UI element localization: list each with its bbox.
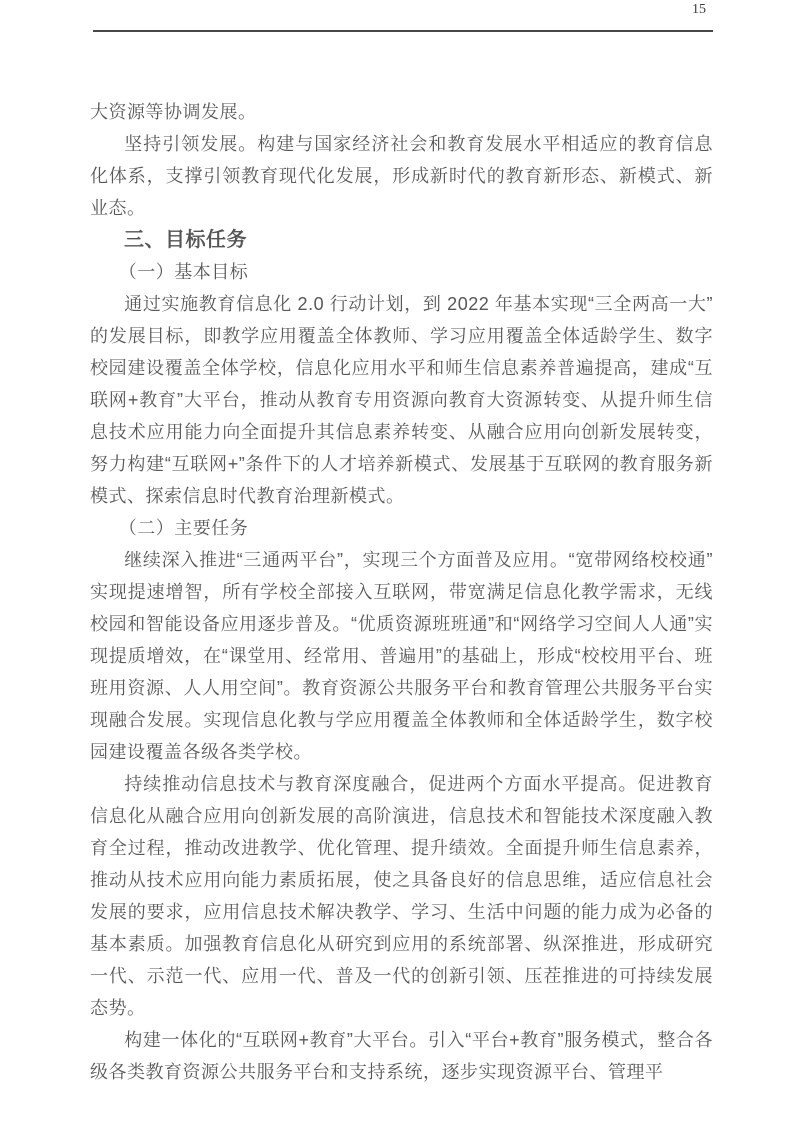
subsection-heading-main-tasks: （二）主要任务 [118, 518, 249, 538]
header-rule [93, 30, 713, 32]
paragraph-three-links-two-platforms: 继续深入推进“三通两平台”，实现三个方面普及应用。“宽带网络校校通”实现提速增智，所有学校全部接入互联网，带宽满足信息化教学需求，无线校园和智能设备应用逐步普及。“优质资源班班通”和“网络学习空间人人通”实现提质增效，在“课堂用、经常用、普遍用”的基础上，形成“校校用平台、班班用资源、人人用空间”。教育资源公共服务平台和教育管理公共服务平台实现融合发展。实现信息化教与学应用覆盖全体教师和全体适龄学生，数字校园建设覆盖各级各类学校。 [90, 550, 713, 762]
paragraph-continuation: 大资源等协调发展。 [90, 102, 257, 122]
subsection-heading-basic-goals: （一）基本目标 [118, 262, 249, 282]
section-heading-goals-tasks: 三、目标任务 [124, 229, 247, 251]
paragraph-deep-integration: 持续推动信息技术与教育深度融合，促进两个方面水平提高。促进教育信息化从融合应用向创新发展的高阶演进，信息技术和智能技术深度融入教育全过程，推动改进教学、优化管理、提升绩效。全面提升师生信息素养，推动从技术应用向能力素质拓展，使之具备良好的信息思维，适应信息社会发展的要求，应用信息技术解决教学、学习、生活中问题的能力成为必备的基本素质。加强教育信息化从研究到应用的系统部署、纵深推进，形成研究一代、示范一代、应用一代、普及一代的创新引领、压茬推进的可持续发展态势。 [90, 774, 713, 1018]
paragraph-basic-goals: 通过实施教育信息化 2.0 行动计划，到 2022 年基本实现“三全两高一大”的发展目标，即教学应用覆盖全体教师、学习应用覆盖全体适龄学生、数字校园建设覆盖全体学校，信息化应用水平和师生信息素养普遍提高，建成“互联网+教育”大平台，推动从教育专用资源向教育大资源转变、从提升师生信息技术应用能力向全面提升其信息素养转变、从融合应用向创新发展转变，努力构建“互联网+”条件下的人才培养新模式、发展基于互联网的教育服务新模式、探索信息时代教育治理新模式。 [90, 294, 713, 506]
page-number: 15 [692, 2, 706, 17]
paragraph-principle-lead-development: 坚持引领发展。构建与国家经济社会和教育发展水平相适应的教育信息化体系，支撑引领教育现代化发展，形成新时代的教育新形态、新模式、新业态。 [90, 134, 713, 218]
document-body [90, 96, 713, 1088]
paragraph-internet-plus-education-platform: 构建一体化的“互联网+教育”大平台。引入“平台+教育”服务模式，整合各级各类教育资源公共服务平台和支持系统，逐步实现资源平台、管理平 [90, 1030, 713, 1082]
